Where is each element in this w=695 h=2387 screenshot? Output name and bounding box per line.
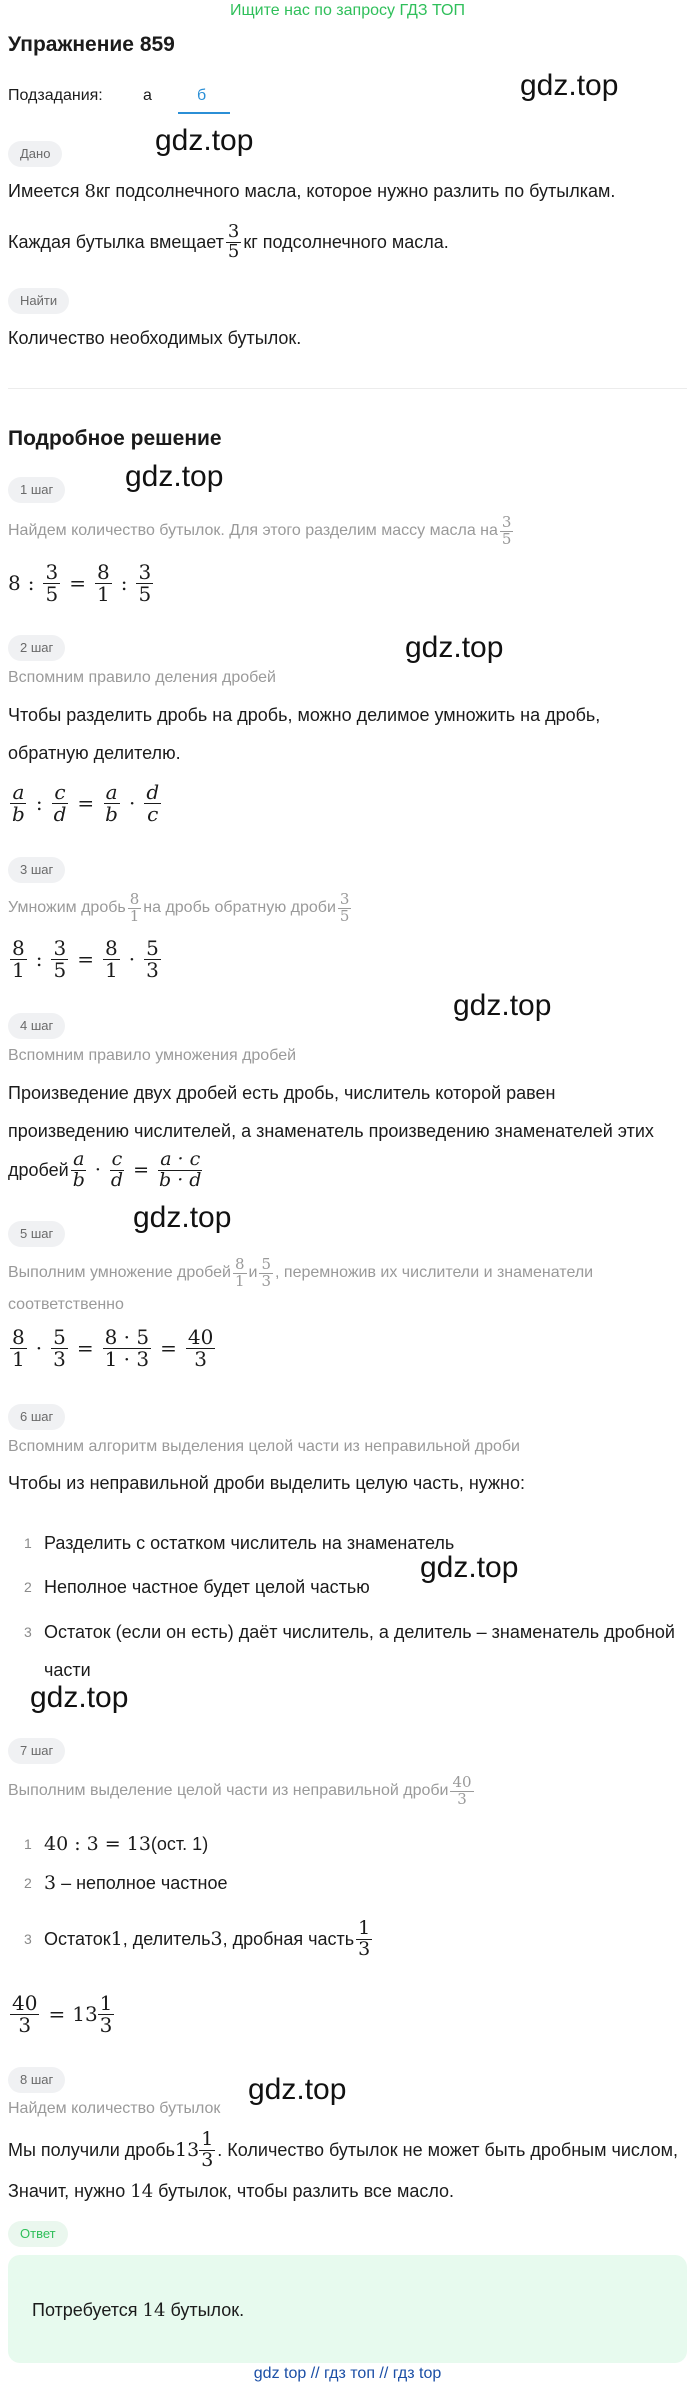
watermark: gdz.top	[155, 124, 254, 157]
find-chip: Найти	[8, 288, 69, 314]
step-4-chip: 4 шаг	[8, 1013, 65, 1039]
subtask-tab-a[interactable]: а	[143, 87, 152, 104]
list-item: 3 – неполное частное	[44, 1872, 228, 1894]
step-2-para-2: обратную делителю.	[8, 743, 181, 763]
list-item-number: 2	[24, 1875, 32, 1891]
promo-banner: Ищите нас по запросу ГДЗ ТОП	[230, 2, 465, 19]
step-7-chip: 7 шаг	[8, 1738, 65, 1764]
list-item-number: 3	[24, 1931, 32, 1947]
step-4-para-1: Произведение двух дробей есть дробь, числитель которой равен	[8, 1083, 556, 1103]
find-text: Количество необходимых бутылок.	[8, 328, 302, 348]
list-item-number: 3	[24, 1624, 32, 1640]
step-8-chip: 8 шаг	[8, 2067, 65, 2093]
step-6-chip: 6 шаг	[8, 1404, 65, 1430]
step-2-chip: 2 шаг	[8, 635, 65, 661]
list-item: Неполное частное будет целой частью	[44, 1577, 370, 1597]
step-7-desc: Выполним выделение целой части из неправильной дроби $\frac{40}{3}$	[8, 1772, 472, 1808]
solution-title: Подробное решение	[8, 427, 222, 450]
step-5-math: $\frac{8}{1}$ · $\frac{5}{3}$ = $\frac{8 \cdot 5}{1 \cdot 3}$ = $\frac{40}{3}$	[12, 1324, 214, 1371]
step-2-desc: Вспомним правило деления дробей	[8, 669, 276, 686]
step-1-chip: 1 шаг	[8, 477, 65, 503]
given-line-2: Каждая бутылка вмещает $\frac{3}{5}$ кг подсолнечного масла.	[8, 220, 449, 262]
given-line-1: Имеется 8кг подсолнечного масла, которое нужно разлить по бутылкам.	[8, 181, 616, 202]
step-4-para-2: произведению числителей, а знаменатель произведению знаменателей этих	[8, 1121, 654, 1141]
active-tab-indicator	[178, 112, 230, 114]
step-7-math: $\frac{40}{3}$ = 13 $\frac{1}{3}$	[12, 1990, 113, 2037]
step-5-desc-cont: соответственно	[8, 1296, 124, 1313]
watermark: gdz.top	[520, 69, 619, 102]
step-5-chip: 5 шаг	[8, 1221, 65, 1247]
step-8-para-1: Мы получили дробь 13 $\frac{1}{3}$ . Количество бутылок не может быть дробным числом,	[8, 2127, 678, 2171]
step-3-desc: Умножим дробь $\frac{8}{1}$ на дробь обратную дроби $\frac{3}{5}$	[8, 889, 350, 925]
step-2-formula: $\frac{a}{b}$ : $\frac{c}{d}$ = $\frac{a}{b}$ · $\frac{d}{c}$	[12, 779, 160, 826]
watermark: gdz.top	[125, 460, 224, 493]
footer-links[interactable]: gdz top // гдз топ // гдз top	[253, 2365, 442, 2382]
step-8-desc: Найдем количество бутылок	[8, 2100, 221, 2117]
step-3-math: $\frac{8}{1}$ : $\frac{3}{5}$ = $\frac{8}{1}$ · $\frac{5}{3}$	[12, 935, 159, 982]
watermark: gdz.top	[133, 1201, 232, 1234]
step-6-desc: Вспомним алгоритм выделения целой части из неправильной дроби	[8, 1438, 520, 1455]
step-5-desc: Выполним умножение дробей $\frac{8}{1}$ и $\frac{5}{3}$ , перемножив их числители и знаменатели	[8, 1254, 594, 1290]
step-2-para-1: Чтобы разделить дробь на дробь, можно делимое умножить на дробь,	[8, 705, 601, 725]
subtasks-label: Подзадания:	[8, 87, 103, 104]
step-1-desc: Найдем количество бутылок. Для этого разделим массу масла на $\frac{3}{5}$	[8, 512, 512, 548]
list-item-number: 2	[24, 1579, 32, 1595]
watermark: gdz.top	[30, 1681, 129, 1714]
watermark: gdz.top	[420, 1551, 519, 1584]
answer-chip: Ответ	[8, 2221, 68, 2247]
list-item-cont: части	[44, 1660, 91, 1680]
list-item: Разделить с остатком числитель на знаменатель	[44, 1533, 455, 1553]
page-title: Упражнение 859	[8, 33, 175, 56]
list-item-number: 1	[24, 1836, 32, 1852]
step-6-intro: Чтобы из неправильной дроби выделить целую часть, нужно:	[8, 1473, 525, 1493]
step-3-chip: 3 шаг	[8, 857, 65, 883]
step-4-para-3: дробей $\frac{a}{b}$ · $\frac{c}{d}$ = $\frac{a \cdot c}{b \cdot d}$	[8, 1147, 202, 1191]
answer-text: Потребуется 14 бутылок.	[32, 2300, 245, 2321]
step-4-desc: Вспомним правило умножения дробей	[8, 1047, 297, 1064]
divider	[8, 388, 687, 389]
watermark: gdz.top	[405, 631, 504, 664]
list-item-number: 1	[24, 1535, 32, 1551]
list-item: Остаток 1 , делитель 3 , дробная часть $\frac{1}{3}$	[44, 1916, 371, 1960]
subtask-tab-b[interactable]: б	[197, 87, 207, 104]
list-item: 40 : 3 = 13(ост. 1)	[44, 1833, 209, 1855]
watermark: gdz.top	[248, 2073, 347, 2106]
list-item: Остаток (если он есть) даёт числитель, а делитель – знаменатель дробной	[44, 1622, 675, 1642]
answer-box	[8, 2255, 687, 2363]
step-1-math: 8 : $\frac{3}{5}$ = $\frac{8}{1}$ : $\frac{3}{5}$	[8, 559, 152, 606]
given-chip: Дано	[8, 141, 62, 167]
step-8-para-2: Значит, нужно 14 бутылок, чтобы разлить все масло.	[8, 2181, 455, 2202]
watermark: gdz.top	[453, 989, 552, 1022]
